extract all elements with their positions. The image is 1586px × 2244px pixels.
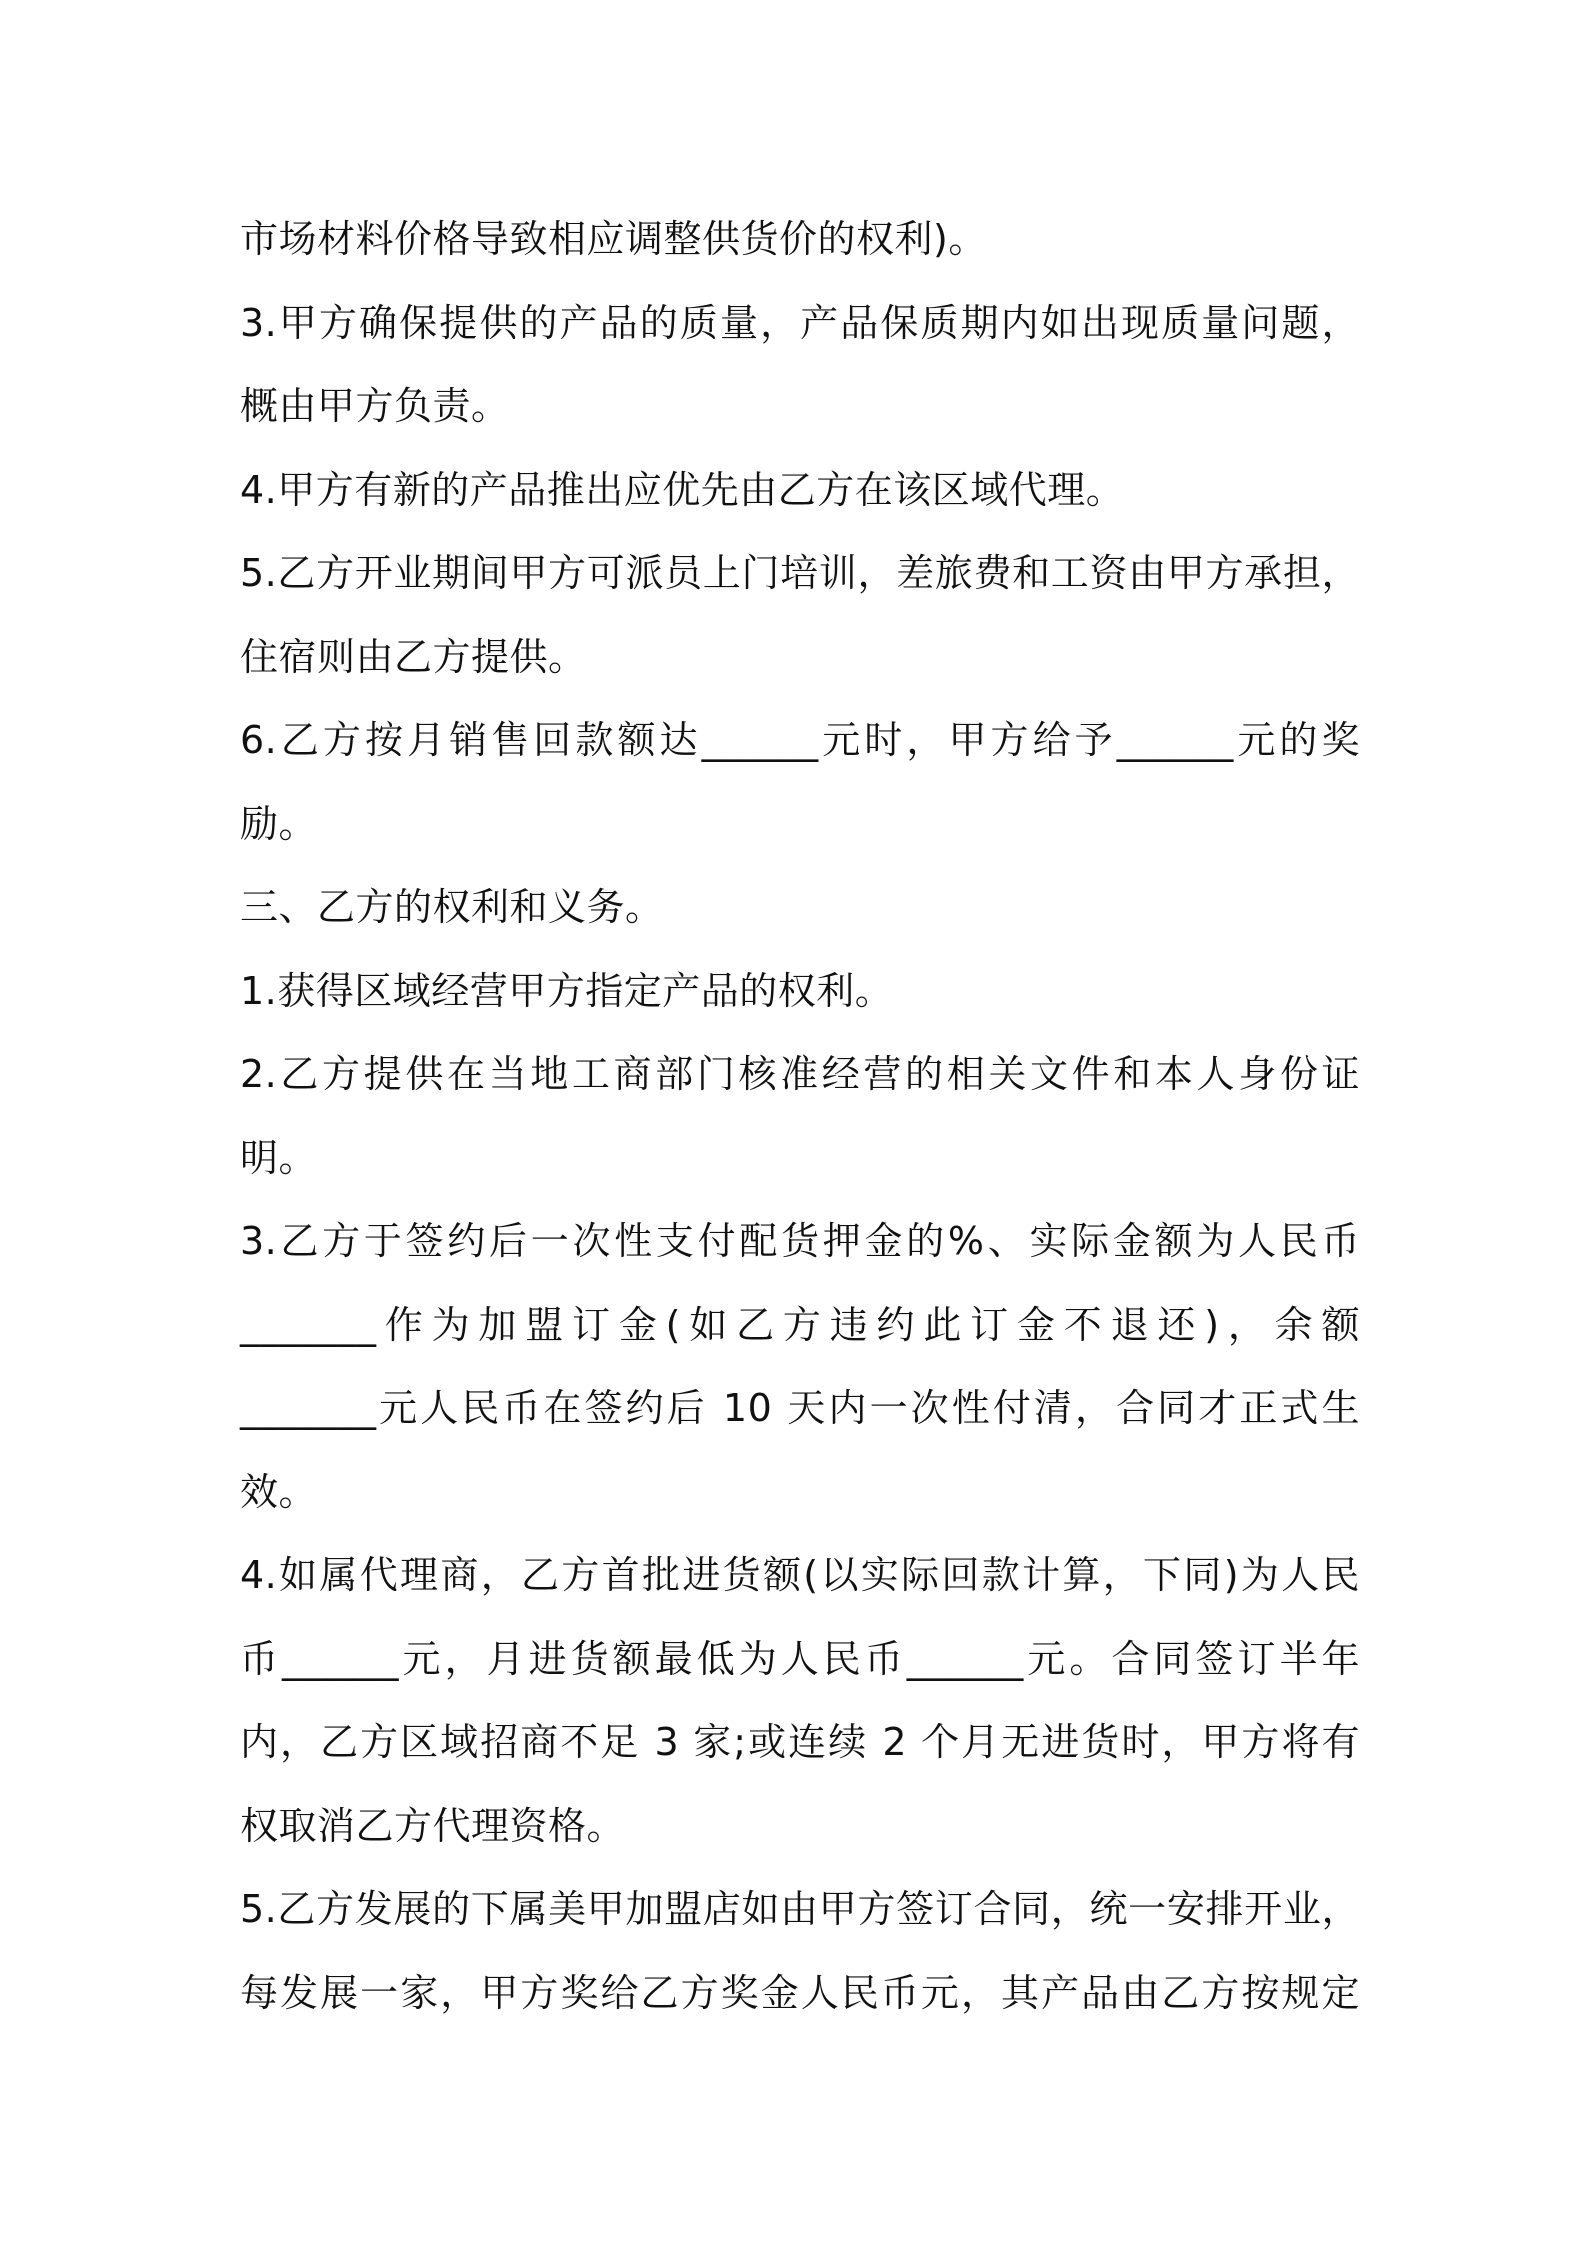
- text-line: 市场材料价格导致相应调整供货价的权利)。: [240, 217, 987, 261]
- text-line: 6.乙方按月销售回款额达______元时，甲方给予______元的奖: [240, 718, 1360, 762]
- document-body: [240, 198, 1360, 2035]
- text-line: 住宿则由乙方提供。: [240, 634, 587, 679]
- section-heading: 三、乙方的权利和义务。: [240, 885, 664, 929]
- text-line: 4.如属代理商，乙方首批进货额(以实际回款计算，下同)为人民: [240, 1553, 1360, 1597]
- text-line: 1.获得区域经营甲方指定产品的权利。: [240, 968, 894, 1013]
- text-line: 明。: [240, 1135, 318, 1180]
- text-line: 内，乙方区域招商不足 3 家;或连续 2 个月无进货时，甲方将有: [240, 1720, 1360, 1764]
- text-line: 每发展一家，甲方奖给乙方奖金人民币元，其产品由乙方按规定: [240, 1970, 1360, 2015]
- text-line: _______元人民币在签约后 10 天内一次性付清，合同才正式生: [240, 1386, 1360, 1430]
- text-line: 5.乙方发展的下属美甲加盟店如由甲方签订合同，统一安排开业，: [240, 1887, 1360, 1931]
- text-line: 3.乙方于签约后一次性支付配货押金的%、实际金额为人民币: [240, 1219, 1360, 1263]
- text-line: 概由甲方负责。: [240, 384, 510, 428]
- text-line: 5.乙方开业期间甲方可派员上门培训，差旅费和工资由甲方承担，: [240, 551, 1360, 595]
- text-line: 3.甲方确保提供的产品的质量，产品保质期内如出现质量问题，: [240, 300, 1360, 345]
- text-line: 2.乙方提供在当地工商部门核准经营的相关文件和本人身份证: [240, 1052, 1360, 1096]
- text-line: 币______元，月进货额最低为人民币______元。合同签订半年: [240, 1636, 1360, 1681]
- text-line: 4.甲方有新的产品推出应优先由乙方在该区域代理。: [240, 467, 1125, 512]
- text-line: 励。: [240, 801, 318, 846]
- text-line: 效。: [240, 1469, 318, 1514]
- text-line: 权取消乙方代理资格。: [240, 1803, 626, 1848]
- text-line: _______作为加盟订金(如乙方违约此订金不退还)，余额: [240, 1302, 1360, 1347]
